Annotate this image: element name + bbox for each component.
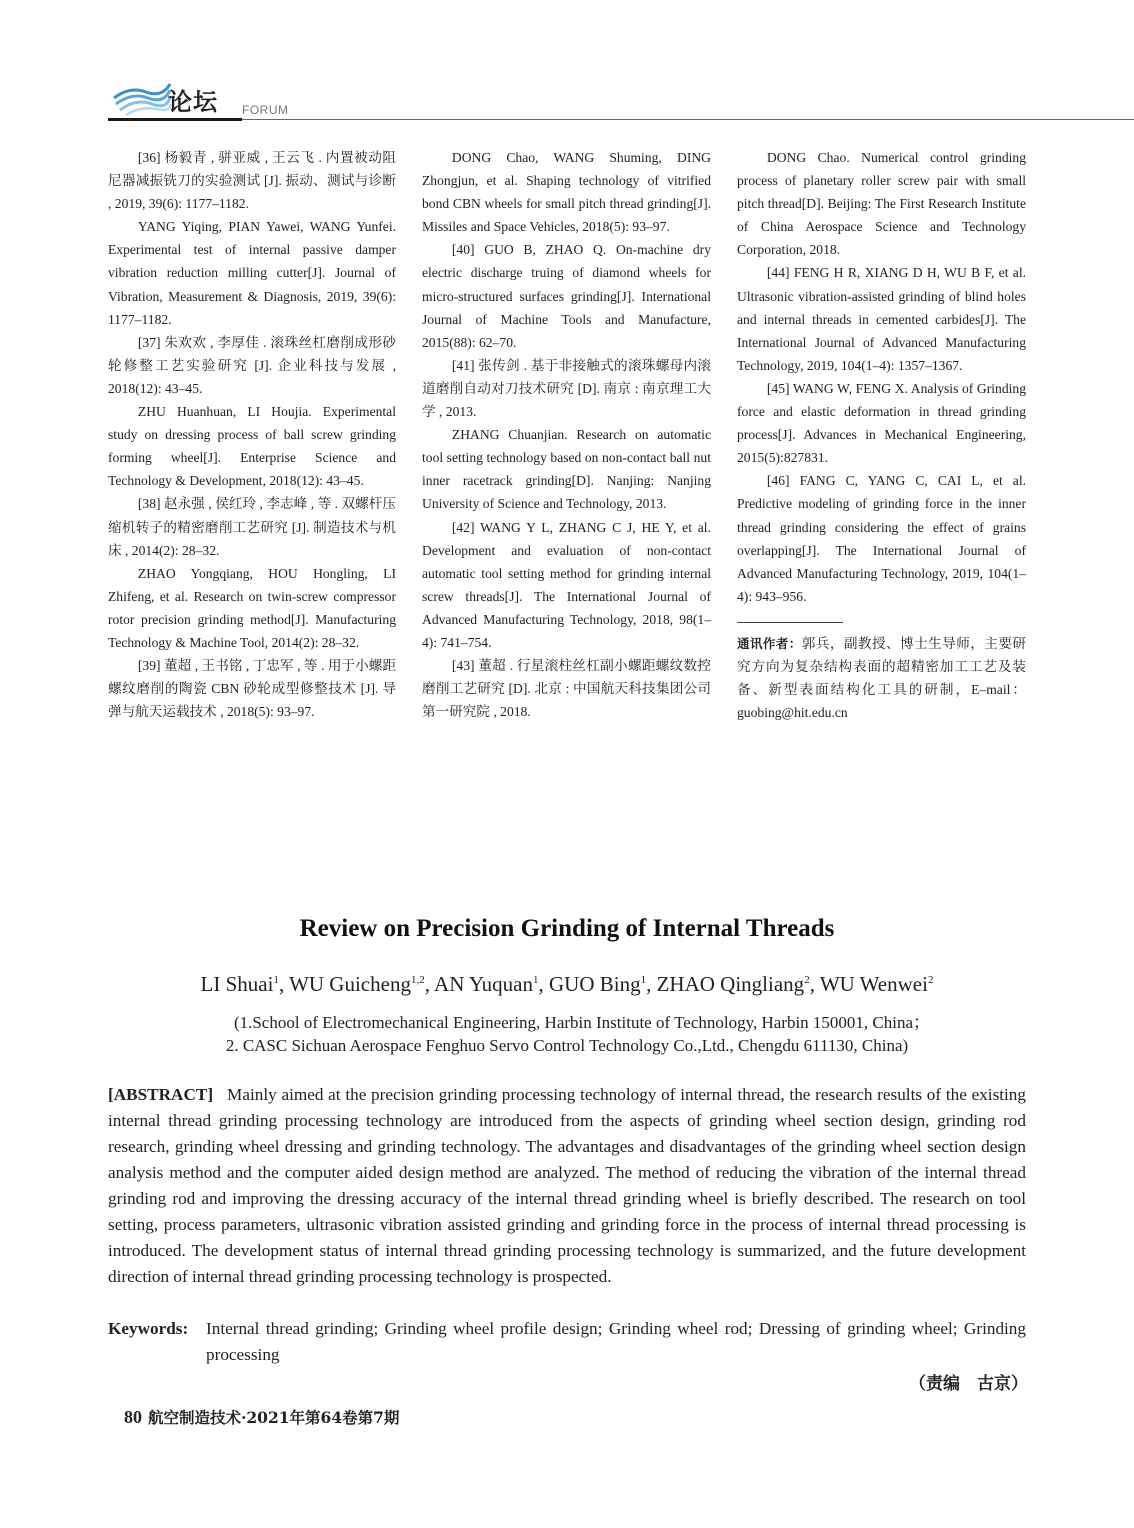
reference-item: [36] 杨毅青 , 骈亚威 , 王云飞 . 内置被动阻尼器减振铣刀的实验测试 [J]. 振动、测试与诊断 , 2019, 39(6): 1177–1182. [108, 150, 396, 212]
author-name: ZHAO Qingliang [656, 972, 805, 996]
author-list [0, 972, 1134, 997]
reference-item: DONG Chao, WANG Shuming, DING Zhongjun, et al. Shaping technology of vitrified bond CBN wheels for small pitch thread grinding[J]. Missiles and Space Vehicles, 2018(5): 93–97. [422, 150, 711, 235]
reference-item: ZHU Huanhuan, LI Houjia. Experimental study on dressing process of ball screw grinding forming wheel[J]. Enterprise Science and Technology & Development, 2018(12): 43–45. [108, 404, 396, 489]
author-name: WU Guicheng [289, 972, 411, 996]
affiliation-1: (1.School of Electromechanical Engineering, Harbin Institute of Technology, Harbin 150001, China； [233, 1013, 931, 1032]
keywords-text: Internal thread grinding; Grinding wheel profile design; Grinding wheel rod; Dressing of grinding wheel; Grinding processing [206, 1319, 1026, 1364]
author-affil-sup: 1,2 [410, 974, 425, 986]
reference-item: [41] 张传剑 . 基于非接触式的滚珠螺母内滚道磨削自动对刀技术研究 [D]. 南京 : 南京理工大学 , 2013. [422, 357, 711, 420]
abstract [108, 1082, 1026, 1290]
author-affil-sup: 2 [804, 974, 810, 986]
author-separator: , [278, 972, 290, 996]
author-name: WU Wenwei [819, 972, 928, 996]
reference-item: [45] WANG W, FENG X. Analysis of Grinding force and elastic deformation in thread grinding process[J]. Advances in Mechanical Engineering, 2015(5):827831. [737, 380, 1026, 466]
reference-item: ZHANG Chuanjian. Research on automatic tool setting technology based on non-contact ball nut inner racetrack grinding[D]. Nanjing: Nanjing University of Science and Technology, 2013. [422, 427, 711, 512]
reference-item: [43] 董超 . 行星滚柱丝杠副小螺距螺纹数控磨削工艺研究 [D]. 北京 : 中国航天科技集团公司第一研究院 , 2018. [422, 658, 711, 720]
author-separator: , [809, 972, 820, 996]
abstract-text: Mainly aimed at the precision grinding processing technology of internal thread, the research results of the existing internal thread grinding processing technology are introduced from the aspects of grinding wheel section design, grinding rod research, grinding wheel dressing and grinding technology. The advantages and disadvantages of the grinding wheel section design analysis method and the computer aided design method are analyzed. The method of reducing the vibration of the internal thread grinding rod and improving the dressing accuracy of the internal thread grinding wheel is briefly described. The research on tool setting, process parameters, ultrasonic vibration assisted grinding and grinding force in the process of internal thread processing is introduced. The development status of internal thread grinding processing technology is summarized, and the future development direction of internal thread grinding processing technology is prospected. [108, 1085, 1026, 1286]
correspondence-label: 通讯作者： [737, 635, 802, 651]
reference-item: DONG Chao. Numerical control grinding process of planetary roller screw pair with small pitch thread[D]. Beijing: The First Research Institute of China Aerospace Science and Technology Corporation, 2018. [737, 150, 1026, 258]
references-column-1 [108, 146, 396, 723]
editor-note: （责编 古京） [909, 1374, 1028, 1394]
author-name: LI Shuai [200, 972, 274, 996]
keywords-label: Keywords: [108, 1319, 189, 1338]
page-number: 80 [124, 1407, 142, 1427]
author-affil-sup: 2 [927, 974, 934, 986]
reference-item: [40] GUO B, ZHAO Q. On-machine dry electric discharge truing of diamond wheels for micro-structured surfaces grinding[J]. International Journal of Machine Tools and Manufacture, 2015(88): 62–70. [422, 242, 711, 350]
reference-item: [46] FANG C, YANG C, CAI L, et al. Predictive modeling of grinding force in the inner thread grinding considering the effect of grains overlapping[J]. The International Journal of Advanced Manufacturing Technology, 2019, 104(1–4): 943–956. [737, 473, 1026, 604]
author-affil-sup: 1 [273, 974, 279, 986]
reference-item: [37] 朱欢欢 , 李厚佳 . 滚珠丝杠磨削成形砂轮修整工艺实验研究 [J]. 企业科技与发展 , 2018(12): 43–45. [108, 334, 396, 396]
author-separator: , [646, 972, 657, 996]
references-column-2 [422, 146, 711, 723]
reference-item: [44] FENG H R, XIANG D H, WU B F, et al. Ultrasonic vibration-assisted grinding of blind holes and internal threads in cemented carbides[J]. The International Journal of Advanced Manufacturing Technology, 2019, 104(1–4): 1357–1367. [737, 265, 1026, 373]
correspondence-divider [737, 622, 843, 623]
author-affil-sup: 1 [533, 974, 539, 986]
header-rule-thin [242, 119, 1134, 120]
reference-item: [39] 董超 , 王书铭 , 丁忠军 , 等 . 用于小螺距螺纹磨削的陶瓷 CBN 砂轮成型修整技术 [J]. 导弹与航天运载技术 , 2018(5): 93–97. [108, 658, 396, 720]
reference-item: [42] WANG Y L, ZHANG C J, HE Y, et al. Development and evaluation of non-contact automatic tool setting method for grinding internal screw threads[J]. The International Journal of Advanced Manufacturing Technology, 2018, 98(1–4): 741–754. [422, 519, 711, 650]
author-affil-sup: 1 [640, 974, 647, 986]
reference-item: ZHAO Yongqiang, HOU Hongling, LI Zhifeng, et al. Research on twin-screw compressor rotor precision grinding method[J]. Manufacturing Technology & Machine Tool, 2014(2): 28–32. [108, 565, 396, 650]
reference-item: [38] 赵永强 , 侯红玲 , 李志峰 , 等 . 双螺杆压缩机转子的精密磨削工艺研究 [J]. 制造技术与机床 , 2014(2): 28–32. [108, 496, 396, 558]
references-column-3 [737, 146, 1026, 724]
author-separator: , [538, 972, 550, 996]
correspondence-text: 郭兵，副教授、博士生导师，主要研究方向为复杂结构表面的超精密加工工艺及装备、新型表面结构化工具的研制，E–mail：guobing@hit.edu.cn [737, 635, 1026, 721]
affiliation-2: 2. CASC Sichuan Aerospace Fenghuo Servo Control Technology Co.,Ltd., Chengdu 611130, China) [225, 1036, 909, 1055]
author-name: GUO Bing [549, 972, 641, 996]
section-subtitle: FORUM [242, 103, 289, 117]
section-title: 论坛 [168, 88, 218, 116]
reference-item: YANG Yiqing, PIAN Yawei, WANG Yunfei. Experimental test of internal passive damper vibration reduction milling cutter[J]. Journal of Vibration, Measurement & Diagnosis, 2019, 39(6): 1177–1182. [108, 219, 396, 327]
abstract-label: [ABSTRACT] [108, 1085, 214, 1104]
author-separator: , [424, 972, 435, 996]
forum-logo-icon [112, 78, 172, 118]
correspondence-note [737, 632, 1026, 724]
page-header [108, 76, 1134, 124]
english-title: Review on Precision Grinding of Internal Threads [299, 915, 835, 942]
keywords [108, 1316, 1026, 1368]
header-rule-thick [108, 118, 242, 121]
author-name: AN Yuquan [434, 972, 534, 996]
page-footer [124, 1406, 399, 1428]
journal-info: 航空制造技术·2021年第64卷第7期 [148, 1408, 400, 1427]
